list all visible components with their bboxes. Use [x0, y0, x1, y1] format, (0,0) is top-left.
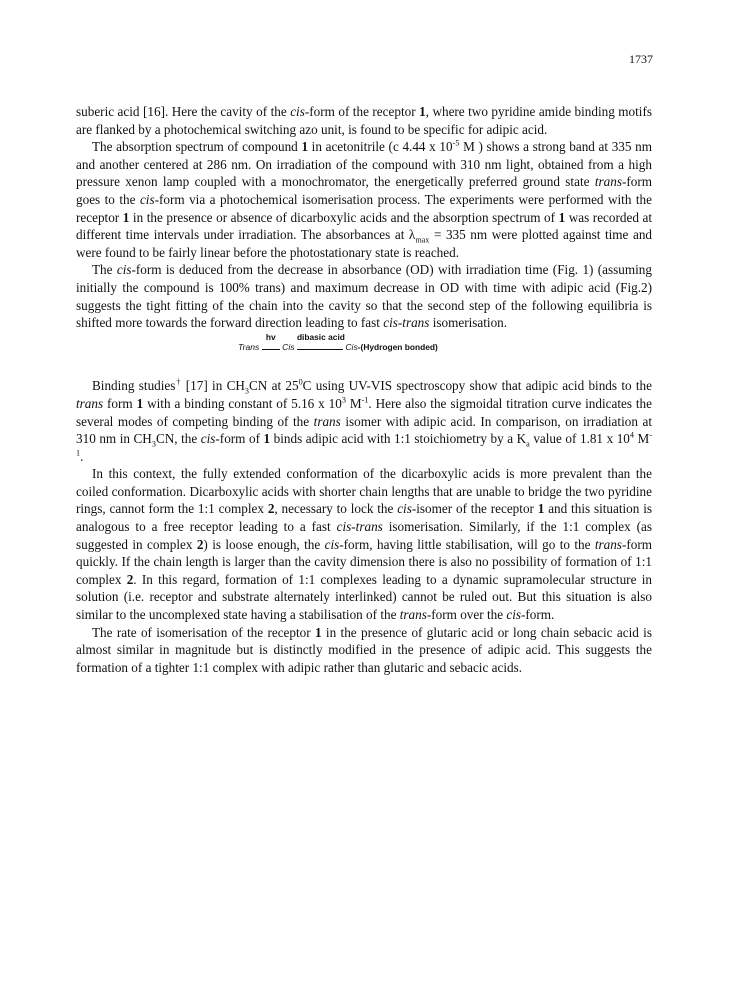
p4-run: -form of — [215, 431, 264, 447]
p4-run: M — [345, 395, 362, 411]
p4-run: CN, the — [155, 431, 201, 447]
p4-run: -1 — [76, 430, 653, 458]
p4-run: trans — [313, 413, 341, 429]
p2-run: -form goes to the — [76, 174, 652, 207]
p5-run: 2 — [196, 536, 204, 552]
p4-run: 1 — [136, 395, 144, 411]
p6-run: The rate of isomerisation of the receptor — [92, 624, 315, 640]
p5-run: , necessary to lock the — [274, 501, 398, 517]
p4-run: isomer with adipic acid. In comparison, on irradiation at 310 nm in CH — [76, 413, 652, 447]
p2-run: = 335 nm were plotted against time and were found to be fairly linear before the photostationary state is reached. — [76, 227, 653, 260]
p4-run: C using UV-VIS spectroscopy show that adipic acid binds to the — [302, 378, 652, 394]
p4-run: trans — [76, 395, 104, 411]
p5-run: cis — [324, 536, 340, 552]
binding-arrow — [296, 331, 345, 357]
p3-run: cis-trans — [383, 315, 430, 331]
equation-trans: Trans — [238, 341, 260, 352]
p5-run: trans — [594, 536, 622, 552]
p4-run: binds adipic acid with 1:1 stoichiometry by a K — [270, 431, 527, 447]
p5-run: ) is loose enough, the — [203, 536, 325, 552]
p3-run: The — [92, 262, 117, 278]
p5-run: and this situation is analogous to a free receptor leading to a fast — [76, 501, 652, 535]
p3-run: cis — [116, 262, 132, 278]
paragraph-4 — [76, 377, 652, 465]
p5-run: cis — [506, 607, 522, 623]
equation-bonded-suffix: -(Hydrogen bonded) — [357, 341, 438, 352]
p6-run: in the presence of glutaric acid or long chain sebacic acid is almost similar in magnitude but is distinctly modified in the presence of adipic acid. This suggests the formation of a tighter 1:1 complex with adipic rather than glutaric and sebacic acids. — [76, 624, 652, 675]
p4-run: 3 — [244, 386, 249, 396]
p2-run: M ) shows a strong band at 335 nm and another centered at 286 nm. On irradiation of the compound with 310 nm light, obtained from a high pressure xenon lamp coupled with a monochromator, the energetically preferred ground state — [76, 139, 652, 190]
p2-run: was recorded at different time intervals under irradiation. The absorbances at λ — [76, 209, 653, 243]
paragraph-6 — [76, 624, 652, 677]
p4-run: . — [80, 448, 84, 464]
p2-run: 1 — [558, 209, 566, 225]
p4-run: form — [103, 395, 137, 411]
p5-run: -form. — [521, 607, 555, 623]
p5-run: -form, having little stabilisation, will go to the — [339, 536, 595, 552]
p1-run: suberic acid [16]. Here the cavity of the — [76, 104, 291, 119]
p4-run: Binding studies — [92, 378, 176, 394]
p4-run: cis — [200, 431, 216, 447]
article-body — [76, 103, 652, 676]
p5-run: . In this regard, formation of 1:1 complexes leading to a dynamic supramolecular structure in solution (i.e. receptor and substrate alternately interlinked) cannot be ruled out. But this situation is also similar to the uncomplexed state having a stabilisation of the — [76, 571, 652, 623]
p1-run: 1 — [419, 104, 426, 119]
p5-run: cis — [397, 501, 412, 517]
p4-run: 0 — [298, 377, 303, 387]
p4-run: 3 — [151, 439, 156, 449]
p5-run: -form quickly. If the chain length is larger than the cavity dimension there is also no possibility of formation of 1:1 complex — [76, 536, 652, 587]
p5-run: 2 — [267, 501, 275, 517]
p2-run: trans — [594, 174, 622, 190]
p2-run: 1 — [122, 209, 130, 225]
p5-run: trans — [399, 607, 427, 623]
p4-run: -1 — [361, 395, 369, 405]
p4-run: CN at 25 — [248, 378, 299, 394]
p5-run: isomerisation. Similarly, if the 1:1 complex (as suggested in complex — [76, 519, 653, 552]
p6-run: 1 — [315, 624, 322, 640]
p2-run: 1 — [301, 139, 309, 155]
p5-run: -form over the — [426, 607, 507, 623]
p4-run: . Here also the sigmoidal titration curve indicates the several modes of competing binding of the — [76, 395, 652, 429]
p2-run: -form via a photochemical isomerisation process. The experiments were performed with the receptor — [76, 191, 653, 225]
p4-run: with a binding constant of 5.16 x 10 — [143, 395, 342, 411]
p4-run: M — [634, 431, 650, 447]
equation-cis-bonded: Cis — [345, 341, 358, 352]
p2-run: The absorption spectrum of compound — [92, 139, 302, 155]
photo-arrow — [262, 331, 280, 357]
p5-run: 2 — [126, 571, 134, 587]
p4-run: 3 — [341, 395, 346, 405]
p3-run: -form is deduced from the decrease in absorbance (OD) with irradiation time (Fig. 1) (assuming initially the compound is 100% trans) and maximum decrease in OD with time with adipic acid (Fig.2) suggests the tight fitting of the chain into the cavity so that the second step of the following equilibria is shifted more towards the forward direction leading to fast — [76, 262, 652, 331]
isomerisation-equation — [76, 332, 652, 360]
p1-run: , where two pyridine amide binding motifs are flanked by a photochemical switching azo unit, is found to be specific for adipic acid. — [76, 104, 652, 137]
p4-run: value of 1.81 x 10 — [529, 431, 630, 447]
p2-run: -5 — [452, 138, 460, 148]
p2-run: cis — [139, 191, 155, 207]
arrow-label-hv: hv — [265, 331, 276, 342]
page-number: 1737 — [629, 52, 653, 66]
p4-run: [17] in CH — [181, 378, 245, 394]
p4-run: 1 — [263, 431, 271, 447]
p4-run: † — [175, 377, 182, 387]
p2-run: in acetonitrile (c 4.44 x 10 — [308, 139, 453, 155]
paragraph-1 — [76, 103, 652, 138]
p5-run: cis-trans — [336, 519, 383, 535]
paragraph-5 — [76, 465, 652, 623]
p2-run: in the presence or absence of dicarboxylic acids and the absorption spectrum of — [129, 209, 559, 225]
p4-run: a — [526, 439, 530, 449]
paragraph-2 — [76, 138, 652, 261]
paragraph-3 — [76, 261, 652, 331]
p1-run: cis — [290, 104, 305, 119]
p5-run: 1 — [537, 501, 545, 517]
p1-run: -form of the receptor — [304, 104, 420, 119]
p3-run: isomerisation. — [429, 315, 508, 331]
p4-run: 4 — [629, 430, 634, 440]
arrow-label-dibasic-acid: dibasic acid — [296, 331, 345, 342]
equation-cis: Cis — [282, 341, 295, 352]
p5-run: In this context, the fully extended conformation of the dicarboxylic acids is more prevalent than the coiled conformation. Dicarboxylic acids with shorter chain lengths that are unable to bridge the two pyridine rings, cannot form the 1:1 complex — [76, 466, 652, 517]
p5-run: -isomer of the receptor — [411, 501, 538, 517]
p2-run: max — [415, 235, 430, 245]
